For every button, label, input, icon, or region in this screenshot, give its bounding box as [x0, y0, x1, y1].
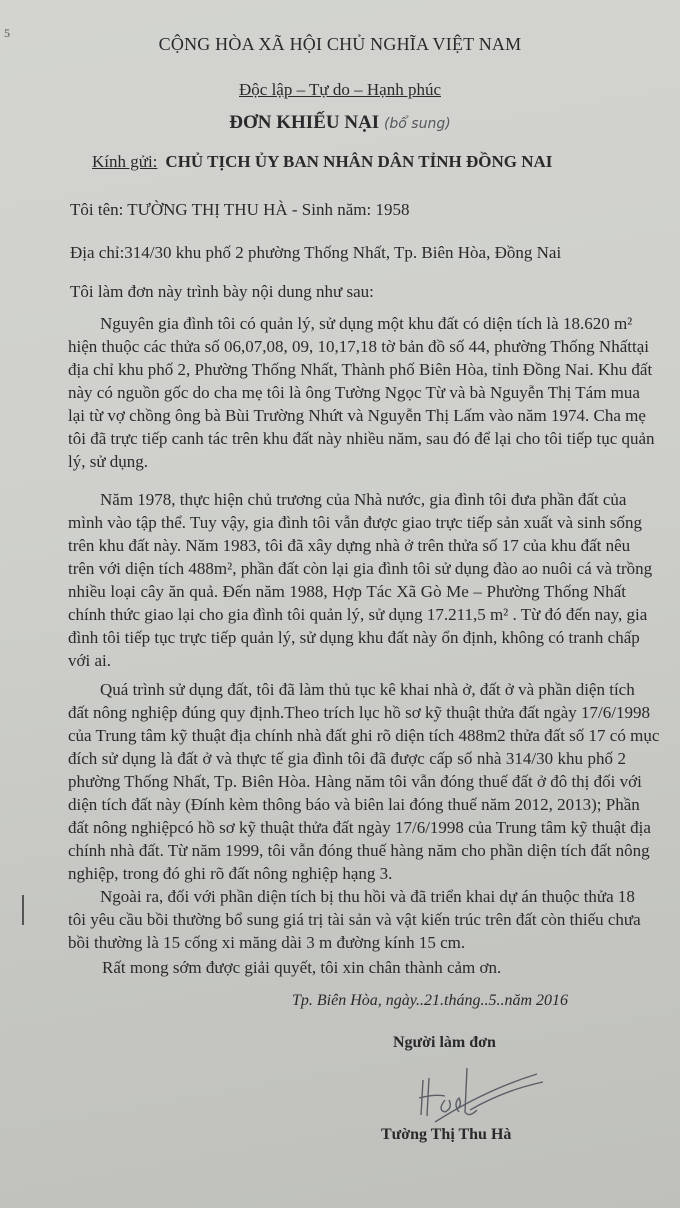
text-line: trên với diện tích 488m², phần đất còn lại gia đình tôi sử dụng đào ao nuôi cá và trồng — [68, 559, 653, 578]
intro-line: Tôi làm đơn này trình bày nội dung như sau: — [70, 282, 374, 301]
handwritten-annotation: (bổ sung) — [383, 116, 451, 132]
text-line: với ai. — [68, 651, 111, 670]
text-line: nghiệp, trong đó ghi rõ đất nông nghiệp hạng 3. — [68, 864, 393, 883]
text-line: Rất mong sớm được giải quyết, tôi xin chân thành cảm ơn. — [102, 958, 502, 977]
text-line: đất nông nghiệpcó hồ sơ kỹ thuật thửa đất ngày 17/6/1998 của Trung tâm kỹ thuật địa — [68, 818, 651, 837]
paragraph — [68, 885, 641, 954]
text-line: chính thức giao lại cho gia đình tôi quản lý, sử dụng 17.211,5 m² . Từ đó đến nay, gia — [68, 605, 648, 624]
nation-heading: CỘNG HÒA XÃ HỘI CHỦ NGHĨA VIỆT NAM — [158, 34, 522, 54]
margin-pen-mark — [22, 895, 24, 925]
paragraph — [78, 956, 636, 979]
text-line: phường Thống Nhất, Tp. Biên Hòa. Hàng năm tôi vẫn đóng thuế đất ở đô thị đối với — [68, 772, 642, 791]
text-line: bồi thường là 15 cống xi măng dài 3 m đường kính 15 cm. — [68, 933, 466, 952]
paragraph — [68, 488, 653, 672]
name-line: Tôi tên: TƯỜNG THỊ THU HÀ - Sinh năm: 1958 — [70, 200, 410, 219]
recipient-label: Kính gửi: — [92, 152, 158, 171]
text-line: lại từ vợ chồng ông bà Bùi Trường Nhứt và Nguyễn Thị Lấm vào năm 1974. Cha mẹ — [68, 406, 646, 425]
paragraph — [68, 678, 660, 885]
title-text: ĐƠN KHIẾU NẠI — [229, 112, 380, 133]
text-line: tôi yêu cầu bồi thường bổ sung giá trị tài sản và vật kiến trúc trên đất còn thiếu chưa — [68, 910, 641, 929]
text-line: chính nhà đất. Từ năm 1999, tôi vẫn đóng thuế hàng năm cho phần diện tích đất nông — [68, 841, 650, 860]
motto — [0, 80, 680, 100]
text-line: diện tích đất này (Đính kèm thông báo và biên lai đóng thuế năm 2012, 2013); Phần — [68, 795, 640, 814]
signer-label: Người làm đơn — [393, 1034, 496, 1051]
text-line: Nguyên gia đình tôi có quản lý, sử dụng một khu đất có diện tích là 18.620 m² — [100, 314, 633, 333]
text-line: đình tôi tiếp tục trực tiếp quản lý, sử dụng khu đất này ổn định, không có tranh chấp — [68, 628, 640, 647]
text-line: đích sử dụng là đất ở và thực tế gia đình tôi đã được cấp số nhà 314/30 khu phố 2 — [68, 749, 626, 768]
date-line: Tp. Biên Hòa, ngày..21.tháng..5..năm 2016 — [292, 992, 568, 1009]
paragraph — [68, 312, 655, 473]
text-line: nhiều loại cây ăn quả. Đến năm 1988, Hợp Tác Xã Gò Me – Phường Thống Nhất — [68, 582, 626, 601]
text-line: tôi đã trực tiếp canh tác trên khu đất này nhiều năm, sau đó để lại cho tôi tiếp tục quản — [68, 429, 655, 448]
text-line: này có nguồn gốc do cha mẹ tôi là ông Tường Ngọc Từ và bà Nguyễn Thị Tám mua — [68, 383, 640, 402]
signature — [415, 1060, 545, 1130]
address-line: Địa chỉ:314/30 khu phố 2 phường Thống Nhất, Tp. Biên Hòa, Đồng Nai — [70, 243, 562, 262]
corner-mark: 5 — [4, 26, 10, 40]
text-line: địa chỉ khu phố 2, Phường Thống Nhất, Thành phố Biên Hòa, tỉnh Đồng Nai. Khu đất — [68, 360, 653, 379]
text-line: hiện thuộc các thửa số 06,07,08, 09, 10,17,18 tờ bản đồ số 44, phường Thống Nhấttại — [68, 337, 649, 356]
text-line: trên khu đất này. Năm 1983, tôi đã xây dựng nhà ở trên thửa số 17 của khu đất nêu — [68, 536, 631, 555]
text-line: mình vào tập thể. Tuy vậy, gia đình tôi vẫn được giao trực tiếp sản xuất và sinh sống — [68, 513, 643, 532]
text-line: Năm 1978, thực hiện chủ trương của Nhà nước, gia đình tôi đưa phần đất của — [100, 490, 627, 509]
document-title — [0, 112, 680, 134]
text-line: của Trung tâm kỹ thuật địa chính nhà đất ghi rõ diện tích 488m2 thửa đất số 17 có mục — [68, 726, 660, 745]
text-line: đất nông nghiệp đúng quy định.Theo trích lục hồ sơ kỹ thuật thửa đất ngày 17/6/1998 — [68, 703, 650, 722]
recipient-line — [92, 152, 552, 172]
signer-name: Tường Thị Thu Hà — [381, 1126, 512, 1143]
recipient: CHỦ TỊCH ỦY BAN NHÂN DÂN TỈNH ĐỒNG NAI — [165, 152, 553, 171]
text-line: Quá trình sử dụng đất, tôi đã làm thủ tục kê khai nhà ở, đất ở và phần diện tích — [100, 680, 635, 699]
motto-text: Độc lập – Tự do – Hạnh phúc — [239, 80, 441, 99]
text-line: lý, sử dụng. — [68, 452, 149, 471]
text-line: Ngoài ra, đối với phần diện tích bị thu hồi và đã triển khai dự án thuộc thửa 18 — [100, 887, 635, 906]
